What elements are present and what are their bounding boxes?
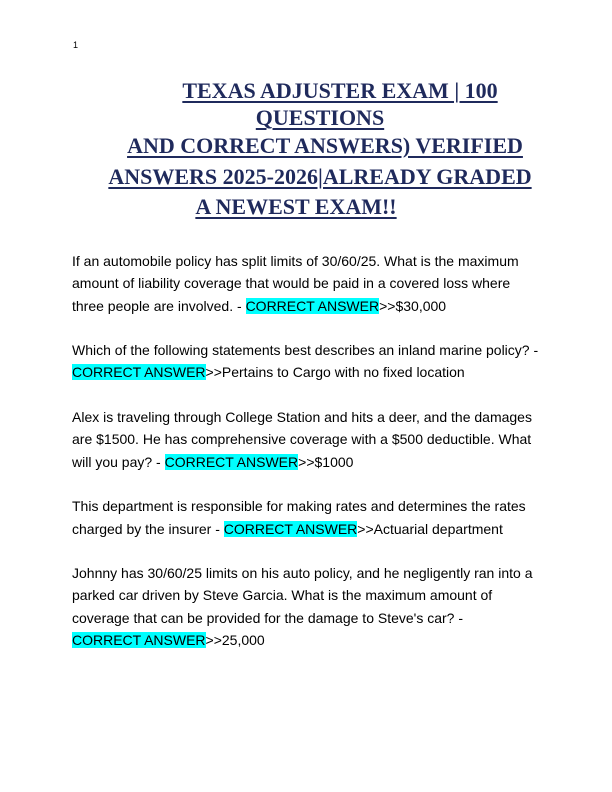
qa-list (72, 250, 542, 674)
qa-item (72, 495, 542, 540)
answer-text: >>$1000 (298, 453, 354, 470)
correct-answer-label: CORRECT ANSWER (245, 297, 380, 314)
qa-item (72, 562, 542, 651)
title-line-3: AND CORRECT ANSWERS) VERIFIED (127, 133, 523, 158)
qa-item (72, 250, 542, 317)
question-text: This department is responsible for making rates and determines the rates charged by the insurer - (72, 498, 526, 537)
title-line-2: QUESTIONS (255, 105, 385, 130)
correct-answer-label: CORRECT ANSWER (223, 520, 358, 537)
title-line-4: ANSWERS 2025-2026|ALREADY GRADED (108, 164, 532, 189)
answer-text: >>Actuarial department (357, 520, 503, 537)
question-text: Johnny has 30/60/25 limits on his auto policy, and he negligently ran into a parked car driven by Steve Garcia. What is the maximum amount of coverage that can be provided for the damage to Steve's car? - (72, 565, 533, 626)
correct-answer-label: CORRECT ANSWER (72, 632, 206, 649)
correct-answer-label: CORRECT ANSWER (72, 364, 206, 381)
title-line-1: TEXAS ADJUSTER EXAM | 100 (182, 78, 498, 103)
correct-answer-label: CORRECT ANSWER (164, 453, 299, 470)
document-title (70, 77, 570, 221)
answer-text: >>Pertains to Cargo with no fixed location (205, 364, 465, 381)
qa-item (72, 339, 542, 384)
qa-item (72, 406, 542, 473)
page-number: 1 (73, 40, 79, 50)
question-text: Which of the following statements best describes an inland marine policy? - (72, 342, 539, 359)
answer-text: >>25,000 (205, 632, 265, 649)
question-text: Alex is traveling through College Station and hits a deer, and the damages are $1500. He has comprehensive coverage with a $500 deductible. What will you pay? - (72, 409, 532, 470)
title-line-5: A NEWEST EXAM!! (195, 194, 397, 219)
question-text: If an automobile policy has split limits of 30/60/25. What is the maximum amount of liability coverage that would be paid in a covered loss where three people are involved. - (72, 253, 519, 314)
answer-text: >>$30,000 (379, 297, 447, 314)
